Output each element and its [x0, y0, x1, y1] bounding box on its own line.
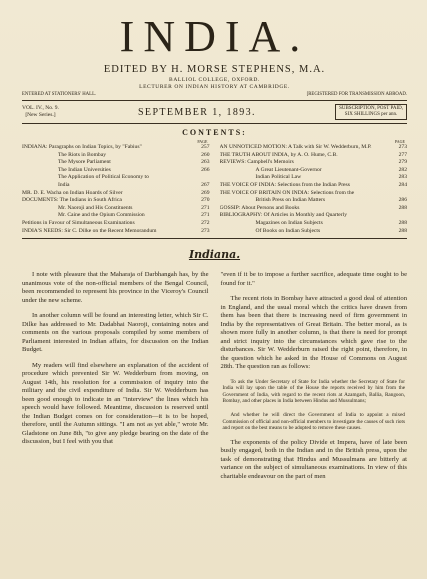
volume-number: VOL. IV., No. 9. [22, 105, 59, 111]
contents-entry [22, 144, 210, 152]
quoted-paragraph: To ask the Under Secretary of State for India whether the Secretary of State for India will lay upon the table of the House the reports received by him from the Government of India, with regard to the recent riots at Azamgarh, Ballia, Rangoon, Bombay, and other places in India between Hindus and Mussulmans; [222, 378, 405, 405]
contents-entry-title: India [58, 181, 70, 188]
contents-entry-title: The Application of Political Economy to [58, 174, 149, 181]
contents-entry [220, 167, 408, 175]
contents-entry-page: 288 [398, 204, 407, 211]
contents-entry-page: 267 [201, 181, 210, 188]
contents-entry-title: REVIEWS: Campbell's Memoirs [219, 159, 294, 166]
paragraph: The exponents of the policy Divide et Impera, have of late been busily engaged, both in the Indian and in the British press, upon the task of demonstrating that Hindus and Mussulmans are bitterly at variance on the subject of simultaneous examinations. In view of this charitable endeavour on the part of men [220, 438, 407, 480]
registration-left: ENTERED AT STATIONERS' HALL. [22, 92, 97, 97]
contents-entry-page: 288 [398, 219, 407, 226]
contents-entry-page: 273 [201, 227, 210, 234]
subscription-box [335, 104, 407, 120]
masthead [22, 0, 407, 124]
contents-entry-page: 270 [201, 197, 210, 204]
contents-entry-page: 271 [201, 212, 210, 219]
contents-heading: CONTENTS: [182, 128, 247, 137]
contents-entry-page: 263 [201, 159, 210, 166]
contents-entry-title: Mr. Caine and the Opium Commission [58, 212, 145, 219]
contents-entry-page: 271 [201, 204, 210, 211]
contents-entry [220, 197, 408, 205]
page-label: PAGE [197, 139, 208, 144]
contents-entry-title: Petitions in Favour of Simultaneous Examinations [22, 219, 135, 226]
issue-date: SEPTEMBER 1, 1893. [137, 106, 256, 118]
page-label: PAGE [394, 139, 405, 144]
contents-entry-title: Magazines on Indian Subjects [255, 219, 323, 226]
divider [22, 238, 407, 239]
contents-right-column [220, 139, 408, 235]
contents-entry [22, 190, 210, 198]
contents-entry-title: BIBLIOGRAPHY: Of Articles in Monthly and Quarterly [219, 212, 348, 219]
contents-entry-title: British Press on Indian Matters [255, 197, 326, 204]
section-title: Indiana. [188, 248, 241, 262]
contents-entry-title: THE TRUTH ABOUT INDIA, by A. O. Hume, C.B. [219, 151, 338, 158]
contents-entry-title: AN UNNOTICED MOTION: A Talk with Sir W. Wedderburn, M.P. [219, 144, 372, 150]
editor-line [22, 64, 407, 75]
body-right-column [221, 271, 408, 488]
contents-entry [220, 174, 408, 182]
contents-entry-title: INDIANA: Paragraphs on Indian Topics, by "Fabius" [22, 144, 142, 150]
contents-entry-title: A Great Lieutenant-Governor [255, 166, 322, 173]
contents-entry-page: 282 [398, 166, 407, 173]
contents-entry [220, 190, 408, 198]
contents-entry [22, 212, 210, 220]
contents-entry-title: GOSSIP: About Persons and Books [219, 204, 300, 211]
contents-entry-page: 257 [201, 144, 210, 150]
contents-entry [22, 182, 210, 190]
journal-title: INDIA. [119, 12, 310, 61]
contents-entry [22, 220, 210, 228]
paragraph: My readers will find elsewhere an explanation of the accident of procedure which prevented Sir W. Wedderburn from moving, on August 14th, his resolution for a commission of inquiry into the military and the civil expenditure of India. Sir W. Wedderburn has been good enough to indicate in an "interview" the lines which his speech would have followed. Meantime, discussion is reserved until the Indian Budget comes on for consideration—it is to be hoped, therefore, until the Autumn sittings. "I am not as yet able," wrote Mr. Gladstone on June 8th, "to give any pledge bearing on the date of the discussion, but I feel with you that [22, 361, 209, 446]
contents-entry-title: MR. D. E. Wacha on Indian Hoards of Silver [22, 189, 123, 196]
paragraph: The recent riots in Bombay have attracted a good deal of attention in England, and the usual moral which the critics have drawn from them has been that there is increasing need of firm government in India by the representatives of Great Britain. The better moral, as is shown more fully in another column, is that there is need for prompt and strict inquiry into the circumstances which gave rise to the disturbances. Sir W. Wedderburn raised the right point, therefore, in the question which he asked in the House of Commons on August 28th. The question ran as follows: [220, 295, 407, 371]
contents-entry-page: 269 [201, 189, 210, 196]
contents-entry-page: 272 [201, 219, 210, 226]
contents-entry [220, 144, 408, 152]
contents-entry-title: The Mysore Parliament [58, 159, 111, 166]
series-label: [New Series.] [25, 112, 56, 118]
article-body [22, 271, 407, 488]
editor-name: EDITED BY H. MORSE STEPHENS, M.A. [103, 64, 326, 75]
contents-entry [220, 220, 408, 228]
quoted-paragraph: And whether he will direct the Government of India to appoint a mixed Commission of official and non-official members to investigate the causes of such riots and report on the best means to be adopted to remove these causes. [222, 412, 405, 432]
contents-entry [22, 205, 210, 213]
lecturer-line: LECTURER ON INDIAN HISTORY AT CAMBRIDGE. [139, 84, 290, 90]
contents-entry-title: The Riots in Bombay [58, 151, 107, 158]
contents-entry [22, 174, 210, 182]
contents-entry-page: 273 [398, 144, 407, 150]
contents-entry-page [196, 174, 210, 182]
contents-entry-page: 279 [398, 159, 407, 166]
contents-entry-title: DOCUMENTS: The Indians in South Africa [22, 197, 122, 204]
contents-entry-page: 286 [398, 197, 407, 204]
contents-entry [22, 159, 210, 167]
contents-left-column [22, 139, 210, 235]
paragraph: In another column will be found an interesting letter, which Sir C. Dilke has addressed to Mr. Dadabhai Naoroji, containing notes and comments on the various proposals compiled by some members of Parliament interested in Indian affairs, for discussion on the Indian Budget. [22, 312, 209, 354]
contents-entry-page [393, 212, 407, 220]
contents-entry [22, 228, 210, 236]
registration-right: [REGISTERED FOR TRANSMISSION ABROAD. [306, 92, 407, 97]
registration-line [22, 92, 407, 97]
price-line-1: SUBSCRIPTION, POST PAID, [339, 106, 403, 111]
contents-entry [22, 152, 210, 160]
contents-entry [220, 152, 408, 160]
contents-entry-page: 283 [398, 174, 407, 181]
contents-entry-page: 266 [201, 166, 210, 173]
contents-entry [22, 167, 210, 175]
body-left-column [22, 271, 209, 488]
contents-entry [22, 197, 210, 205]
paragraph: "even if it be to impose a further sacrifice, adequate time ought to be found for it." [220, 271, 407, 287]
contents-entry-page: 288 [398, 227, 407, 234]
contents-entry-title: Of Books on Indian Subjects [255, 227, 321, 234]
contents-entry-title: Indian Political Law [255, 174, 302, 181]
contents-entry-page: 284 [398, 181, 407, 188]
contents-entry [220, 228, 408, 236]
contents-entry-page: 260 [201, 151, 210, 158]
contents-entry-title: The Indian Universities [58, 166, 111, 173]
contents-table [22, 139, 407, 235]
contents-entry-title: THE VOICE OF INDIA: Selections from the Indian Press [219, 181, 350, 188]
volume-info [22, 105, 59, 119]
issue-bar [22, 100, 407, 124]
contents-entry [220, 182, 408, 190]
contents-entry-title: THE VOICE OF BRITAIN ON INDIA: Selections from the [219, 189, 355, 196]
contents-entry [220, 205, 408, 213]
contents-entry-page [393, 190, 407, 198]
contents-entry [220, 212, 408, 220]
contents-entry-page: 277 [398, 151, 407, 158]
contents-entry-title: INDIA'S NEEDS: Sir C. Dilke on the Recent Memorandum [22, 227, 157, 234]
contents-entry-title: Mr. Naoroji and His Constituents [58, 204, 133, 211]
contents-entry [220, 159, 408, 167]
paragraph: I note with pleasure that the Maharaja of Darbhangah has, by the unanimous vote of the non-official members of the Bengal Council, been recommended to represent his province in the Viceroy's Council under the new scheme. [22, 271, 209, 304]
college-line: BALLIOL COLLEGE, OXFORD. [169, 77, 260, 83]
price-line-2: SIX SHILLINGS per ann. [344, 112, 398, 117]
